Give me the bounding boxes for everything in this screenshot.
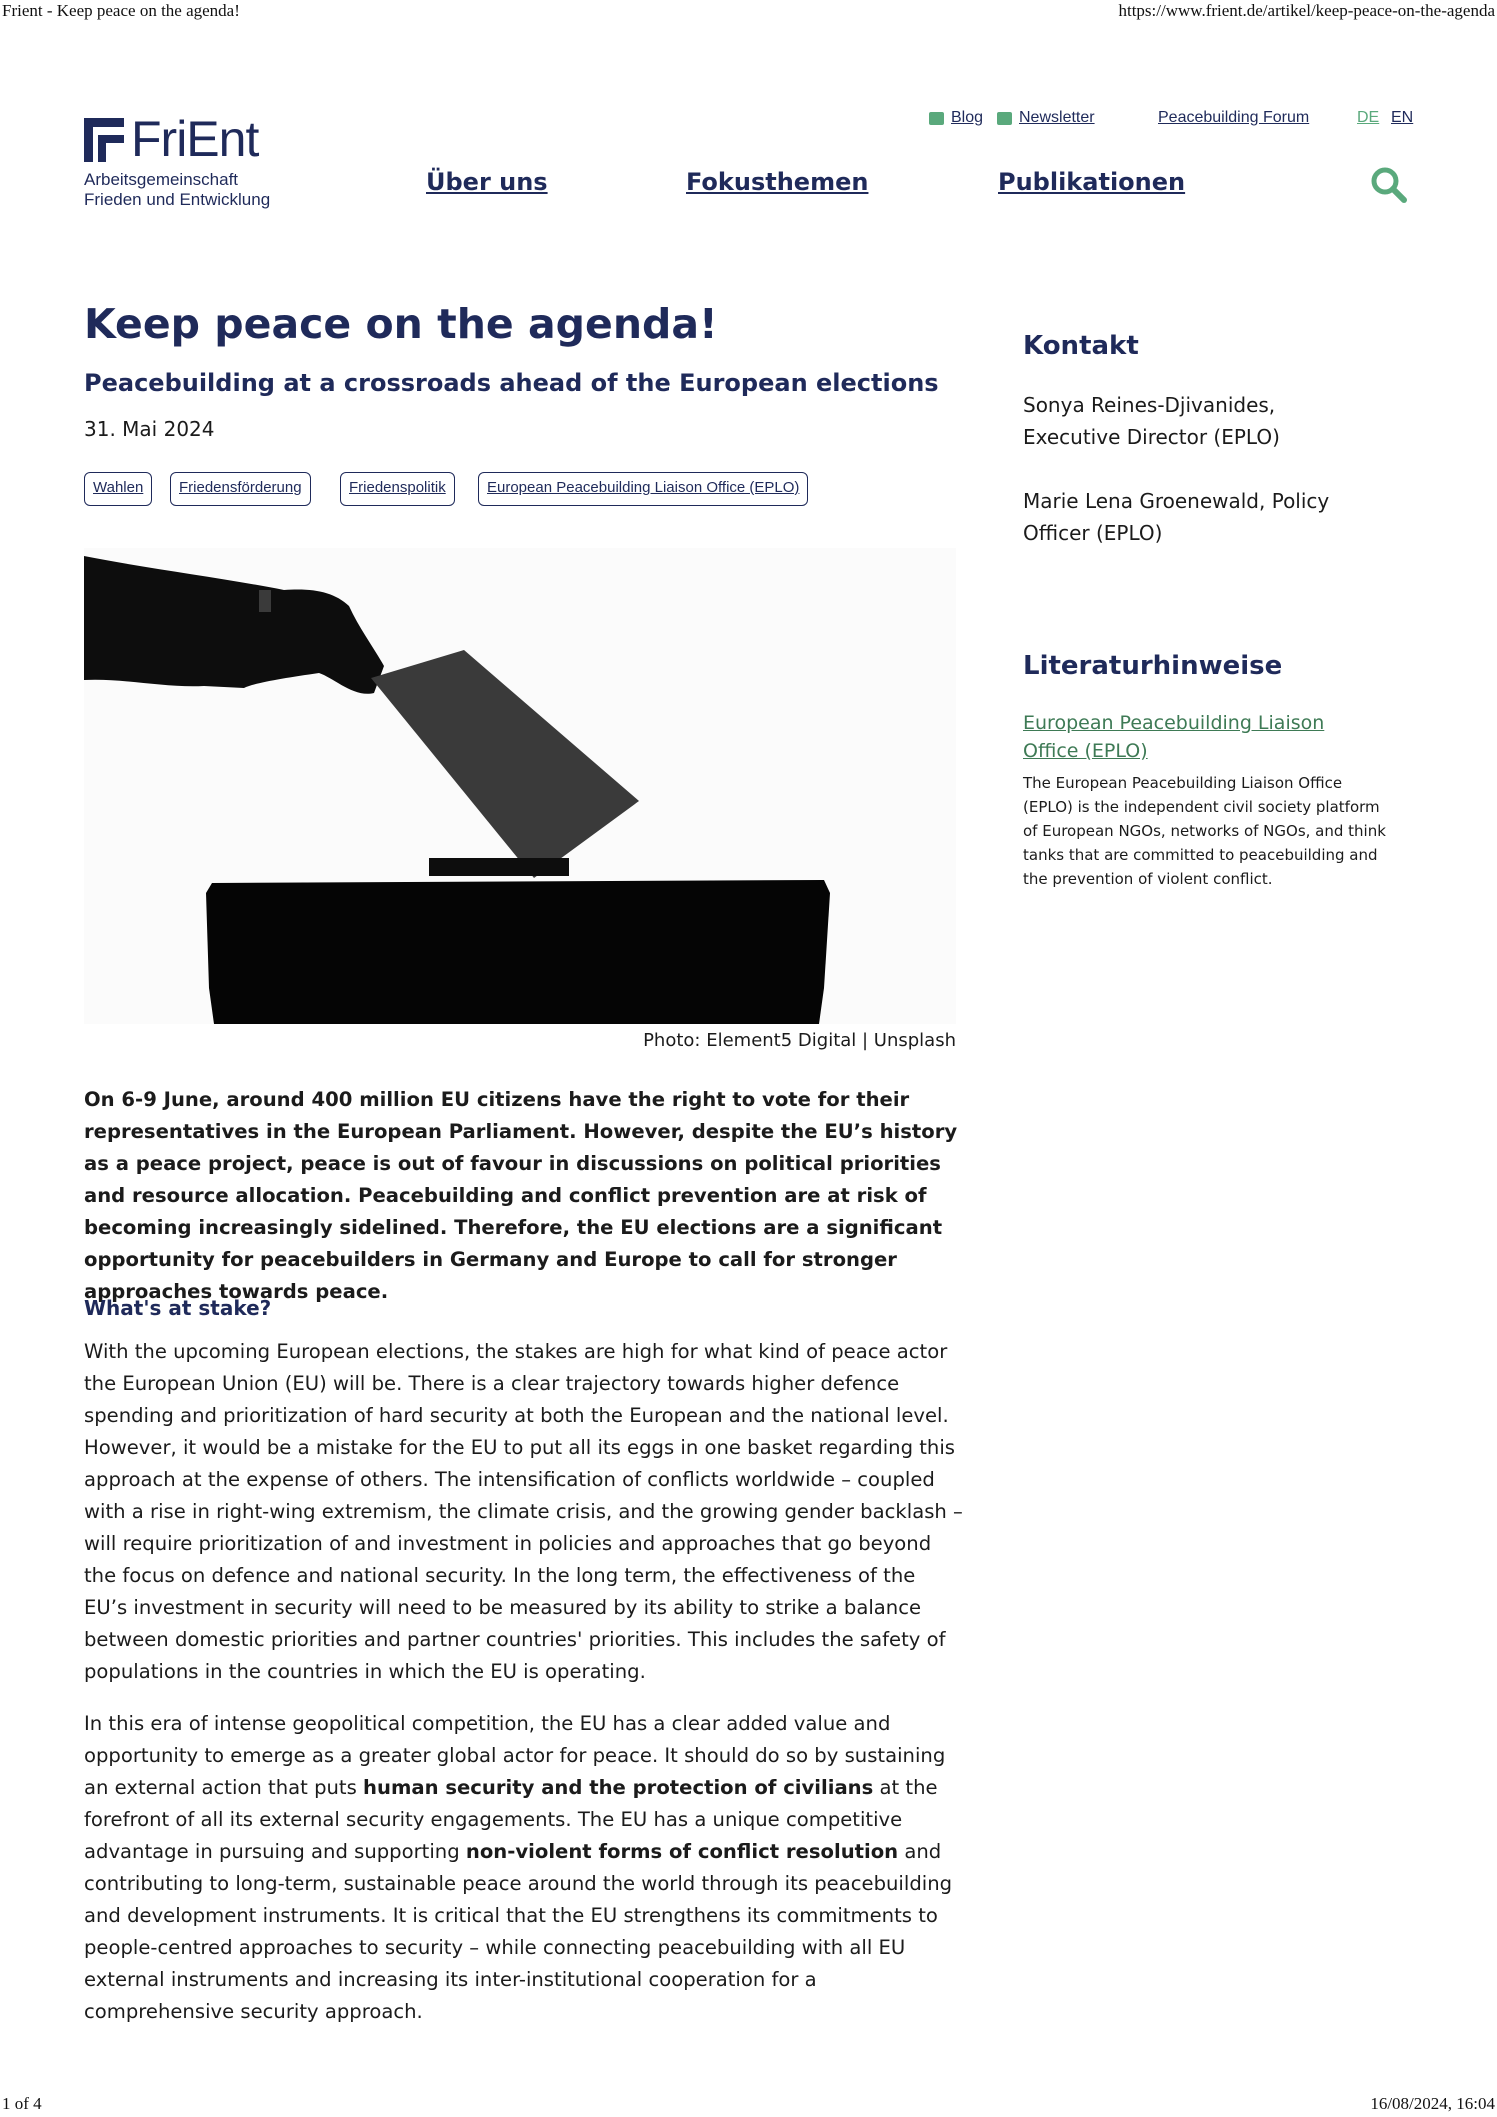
- article-paragraph-1: With the upcoming European elections, the stakes are high for what kind of peace actor the European Union (EU) will be. There is a clear trajectory towards higher defence spending and prioritization of hard security at both the European and the national level. However, it would be a mistake for the EU to put all its eggs in one basket regarding this approach at the expense of others. The intensification of conflicts worldwide – coupled with a rise in right-wing extremism, the climate crisis, and the growing gender backlash – will require prioritization of and investment in policies and approaches that go beyond the focus on defence and national security. In the long term, the effectiveness of the EU’s investment in security will need to be measured by its ability to strike a balance between domestic priorities and partner countries' priorities. This includes the safety of populations in the countries in which the EU is operating.: [84, 1340, 963, 1683]
- tag-friedensfoerderung[interactable]: Friedensförderung: [170, 472, 311, 506]
- search-icon[interactable]: [1370, 166, 1408, 204]
- literature-description: The European Peacebuilding Liaison Office (EPLO) is the independent civil society platform of European NGOs, networks of NGOs, and think tanks that are committed to peacebuilding and the prevention of violent conflict.: [1023, 774, 1386, 888]
- tag-friedenspolitik[interactable]: Friedenspolitik: [340, 472, 455, 506]
- nav-fokusthemen[interactable]: Fokusthemen: [686, 168, 869, 196]
- contact-person-1: Sonya Reines-Djivanides, Executive Director (EPLO): [1023, 393, 1280, 449]
- site-logo[interactable]: [84, 111, 304, 212]
- article-title: Keep peace on the agenda!: [84, 300, 718, 348]
- section-heading: What's at stake?: [84, 1296, 272, 1320]
- blog-link[interactable]: Blog: [951, 109, 984, 126]
- contact-heading: Kontakt: [1023, 331, 1139, 361]
- ballot-box-photo: [84, 548, 956, 1024]
- peacebuilding-forum-link[interactable]: Peacebuilding Forum: [1158, 109, 1310, 126]
- print-header: [0, 0, 1497, 24]
- literature-heading: Literaturhinweise: [1023, 651, 1283, 681]
- logo-subtitle: Arbeitsgemeinschaft Frieden und Entwicklung: [84, 170, 271, 209]
- article-lead: On 6-9 June, around 400 million EU citizens have the right to vote for their representatives in the European Parliament. However, despite the EU’s history as a peace project, peace is out of favour in discussions on political priorities and resource allocation. Peacebuilding and conflict prevention are at risk of becoming increasingly sidelined. Therefore, the EU elections are a significant opportunity for peacebuilders in Germany and Europe to call for stronger approaches towards peace.: [84, 1088, 958, 1303]
- literature-link-eplo[interactable]: European Peacebuilding Liaison Office (EPLO): [1023, 712, 1325, 762]
- print-page-title: Frient - Keep peace on the agenda!: [2, 1, 240, 20]
- language-en-link[interactable]: EN: [1391, 109, 1414, 126]
- article-subtitle: Peacebuilding at a crossroads ahead of the European elections: [84, 369, 939, 397]
- tag-eplo[interactable]: European Peacebuilding Liaison Office (EPLO): [478, 472, 808, 506]
- article-date: 31. Mai 2024: [84, 417, 215, 441]
- print-page-number: 1 of 4: [2, 2094, 42, 2113]
- logo-mark-icon: [84, 118, 124, 162]
- photo-credit: Photo: Element5 Digital | Unsplash: [643, 1030, 956, 1051]
- print-footer: [0, 2094, 1497, 2116]
- logo-wordmark: FriEnt: [131, 111, 259, 167]
- language-de-link[interactable]: DE: [1357, 109, 1380, 126]
- nav-publikationen[interactable]: Publikationen: [998, 168, 1186, 196]
- contact-person-2: Marie Lena Groenewald, Policy Officer (EPLO): [1023, 489, 1330, 545]
- print-page-url: https://www.frient.de/artikel/keep-peace-on-the-agenda: [1118, 1, 1495, 20]
- nav-ueber-uns[interactable]: Über uns: [426, 168, 548, 196]
- article-paragraph-2: In this era of intense geopolitical competition, the EU has a clear added value and opportunity to emerge as a greater global actor for peace. It should do so by sustaining an external action that puts human security and the protection of civilians at the forefront of all its external security engagements. The EU has a unique competitive advantage in pursuing and supporting non-violent forms of conflict resolution and contributing to long-term, sustainable peace around the world through its peacebuilding and development instruments. It is critical that the EU strengthens its commitments to people-centred approaches to security – while connecting peacebuilding with all EU external instruments and increasing its inter-institutional cooperation for a comprehensive security approach.: [84, 1712, 953, 2023]
- mail-icon: [997, 112, 1012, 125]
- tag-wahlen[interactable]: Wahlen: [84, 472, 152, 506]
- emphasis-human-security: human security and the protection of civilians: [363, 1776, 874, 1799]
- print-timestamp: 16/08/2024, 16:04: [1370, 2094, 1495, 2113]
- newsletter-link[interactable]: Newsletter: [1019, 109, 1095, 126]
- pencil-icon: [929, 112, 944, 125]
- emphasis-non-violent: non-violent forms of conflict resolution: [465, 1840, 899, 1863]
